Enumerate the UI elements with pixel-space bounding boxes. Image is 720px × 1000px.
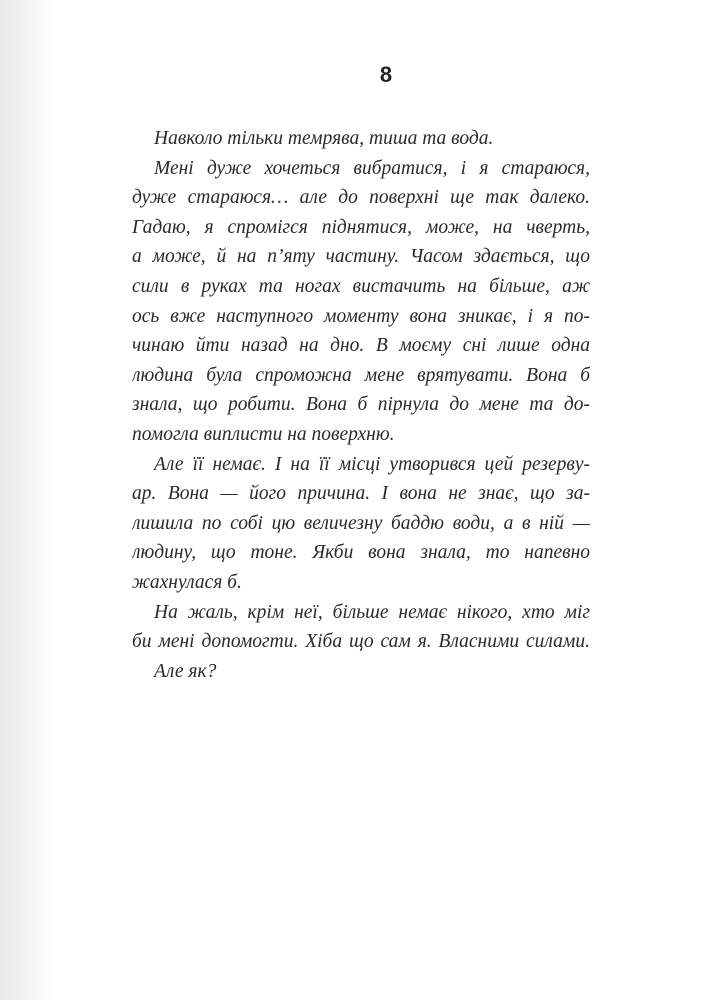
text-line: сили в руках та ногах вистачить на більше, аж [132, 275, 590, 297]
text-line: Але як? [154, 660, 217, 682]
page-gutter-shadow [0, 0, 52, 1000]
text-line: лишила по собі цю величезну баддю води, а в ній — [132, 512, 590, 534]
book-page [52, 0, 720, 1000]
chapter-number: 8 [379, 62, 393, 87]
text-line: ось вже наступного моменту вона зникає, і я по- [132, 305, 590, 327]
text-line: Гадаю, я спромігся піднятися, може, на чверть, [132, 216, 590, 238]
text-line: знала, що робити. Вона б пірнула до мене та до- [132, 394, 590, 416]
chapter-text [132, 124, 590, 686]
text-line: чинаю йти назад на дно. В моєму сні лише одна [132, 335, 590, 357]
text-line: помогла виплисти на поверхню. [132, 423, 395, 445]
text-line: ар. Вона — його причина. І вона не знає, що за- [132, 483, 590, 505]
text-line: дуже стараюся… але до поверхні ще так далеко. [132, 187, 590, 209]
text-line: Навколо тільки темрява, тиша та вода. [154, 128, 494, 149]
text-line: Але її немає. І на її місці утворився цей резерву- [154, 453, 590, 475]
text-line: людину, що тоне. Якби вона знала, то напевно [132, 542, 590, 564]
text-line: людина була спроможна мене врятувати. Вона б [132, 364, 590, 386]
text-line: жахнулася б. [132, 571, 242, 593]
text-line: би мені допомогти. Хіба що сам я. Власними силами. [132, 631, 590, 653]
text-line: На жаль, крім неї, більше немає нікого, хто міг [154, 601, 590, 623]
text-line: а може, й на п’яту частину. Часом здається, що [132, 246, 590, 268]
text-line: Мені дуже хочеться вибратися, і я стараюся, [154, 157, 590, 179]
